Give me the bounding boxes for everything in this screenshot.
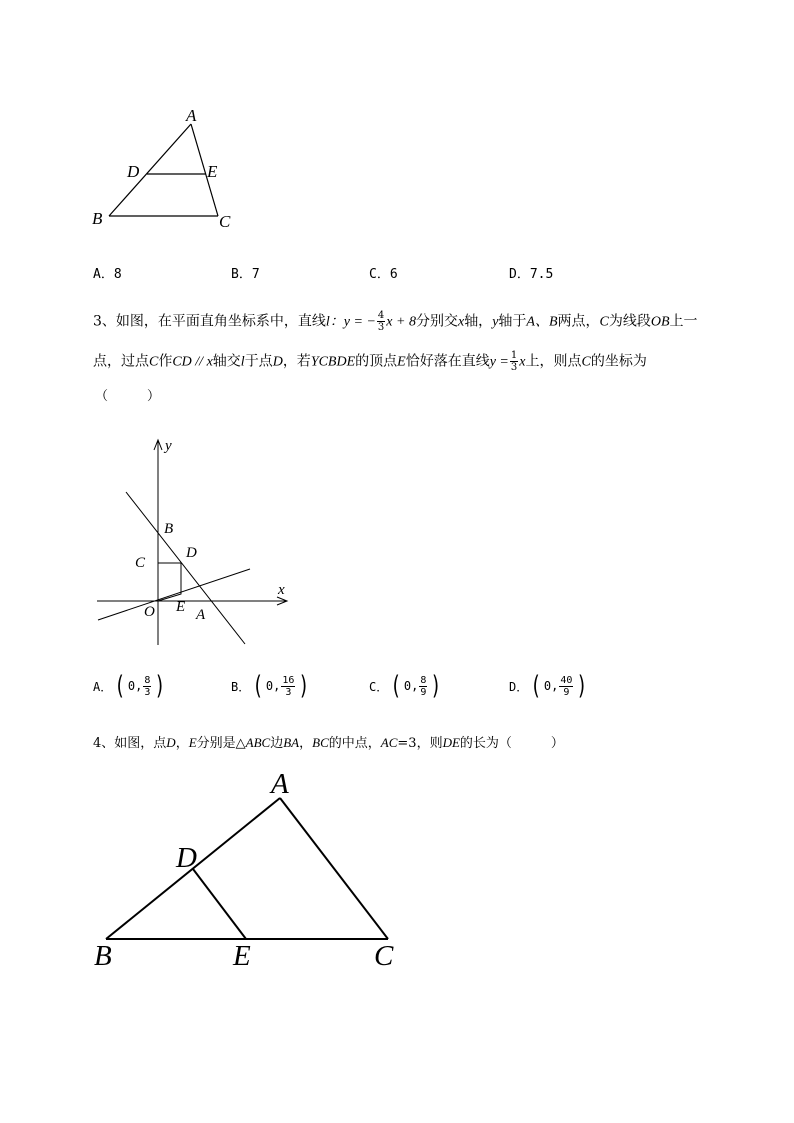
q3-slope-fraction: $\frac{4}{3}$ bbox=[377, 310, 385, 333]
q3-label-y: y bbox=[165, 438, 172, 454]
q3-answer-bracket[interactable]: （ ） bbox=[95, 389, 161, 404]
q4-label-e: E bbox=[233, 940, 251, 972]
q3-option-d[interactable]: D． ( 0, $\frac{40}{9}$ ) bbox=[509, 671, 588, 701]
q4-triangle-figure bbox=[90, 760, 410, 975]
q3-line-y-third-x bbox=[98, 569, 250, 620]
q3-label-b: B bbox=[164, 521, 174, 537]
q2-triangle-figure bbox=[85, 100, 255, 235]
q3-label-e: E bbox=[176, 599, 186, 615]
q2-label-c: C bbox=[219, 212, 231, 231]
q4-segment-de bbox=[193, 869, 246, 939]
q3-label-c: C bbox=[135, 555, 146, 571]
q2-label-b: B bbox=[92, 209, 103, 228]
q4-label-c: C bbox=[374, 940, 394, 972]
q3-coordinate-figure bbox=[90, 430, 300, 655]
q3-label-a: A bbox=[196, 607, 206, 623]
q3-label-x: x bbox=[278, 582, 285, 598]
q2-label-a: A bbox=[186, 106, 197, 125]
q3-option-b[interactable]: B． ( 0, $\frac{16}{3}$ ) bbox=[231, 671, 310, 701]
q2-option-a[interactable]: A．8 bbox=[93, 267, 122, 282]
q4-segment-ac bbox=[280, 798, 388, 939]
q3-line-fraction: $\frac{1}{3}$ bbox=[510, 350, 518, 373]
q2-segment-ab bbox=[109, 124, 191, 216]
q4-label-b: B bbox=[94, 940, 112, 972]
q3-stem-line1: 3、如图，在平面直角坐标系中，直线l：y = − $\frac{4}{3}$ x + 8分别交x轴，y轴于A、B两点，C为线段OB上一 bbox=[93, 310, 698, 333]
q3-label-o: O bbox=[144, 604, 155, 620]
q2-option-b[interactable]: B．7 bbox=[231, 267, 260, 282]
q3-option-a[interactable]: A． ( 0, $\frac{8}{3}$ ) bbox=[93, 671, 166, 701]
q4-label-d: D bbox=[176, 842, 197, 874]
q3-parallelogram-cbde bbox=[158, 563, 181, 601]
q3-stem-line2: 点，过点C作CD // x轴交l于点D，若YCBDE的顶点E恰好落在直线y = $\frac{1}{3}$ x上，则点C的坐标为 bbox=[93, 350, 647, 373]
q2-label-d: D bbox=[127, 162, 140, 181]
q4-label-a: A bbox=[271, 768, 289, 800]
q4-stem: 4、如图，点D，E分别是△ABC边BA，BC的中点，AC=3，则DE的长为（ ） bbox=[93, 735, 564, 751]
q3-option-c[interactable]: C． ( 0, $\frac{8}{9}$ ) bbox=[369, 671, 442, 701]
q2-option-d[interactable]: D．7.5 bbox=[509, 267, 554, 282]
q2-label-e: E bbox=[207, 162, 218, 181]
q2-option-c[interactable]: C．6 bbox=[369, 267, 398, 282]
q3-label-d: D bbox=[186, 545, 197, 561]
